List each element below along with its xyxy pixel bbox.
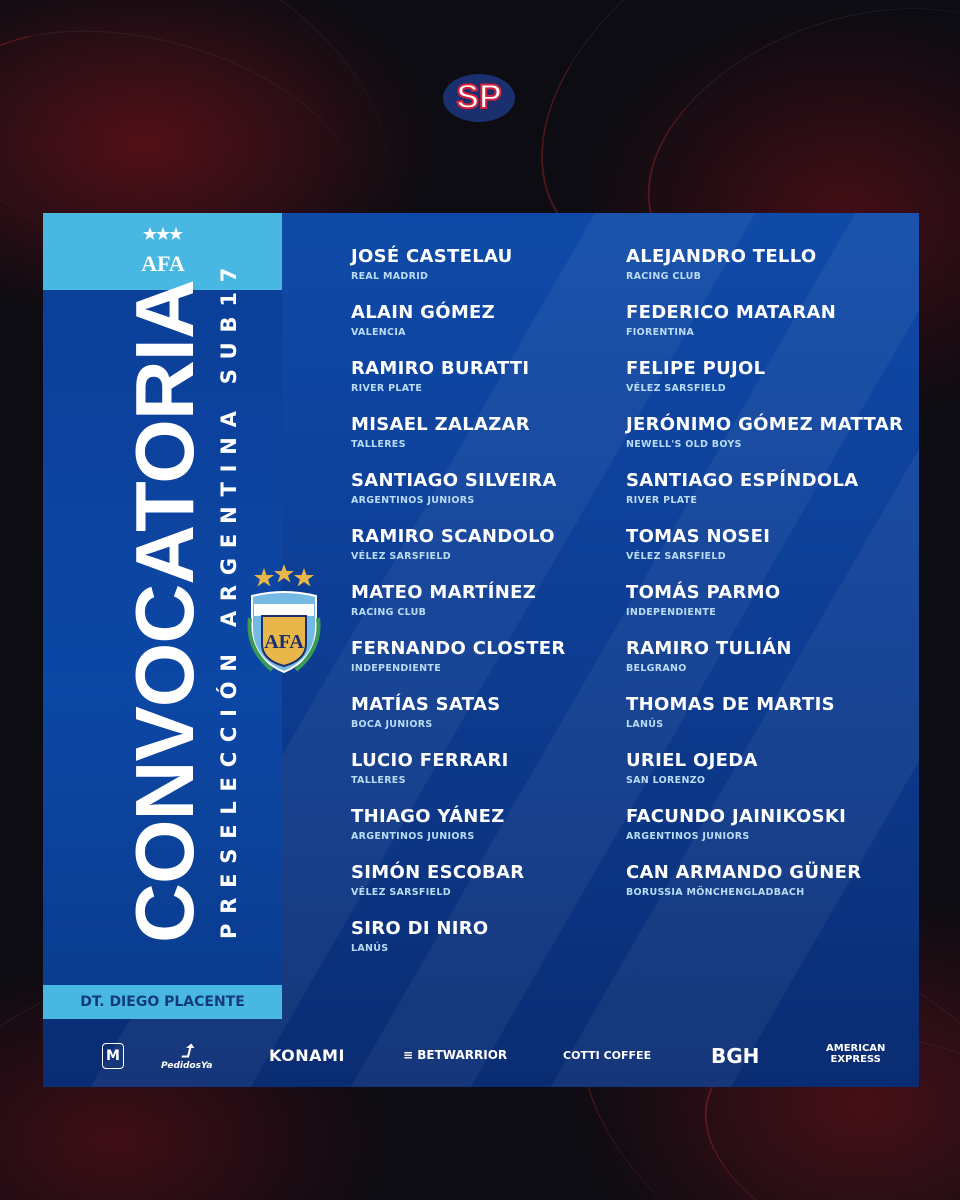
convocatoria-card: [43, 213, 919, 1087]
player-club: VÉLEZ SARSFIELD: [626, 551, 726, 562]
title-convocatoria: CONVOCATORIA: [118, 280, 211, 943]
player-club: BORUSSIA MÖNCHENGLADBACH: [626, 887, 805, 898]
player-club: ARGENTINOS JUNIORS: [626, 831, 750, 842]
player-name: SANTIAGO ESPÍNDOLA: [626, 470, 859, 491]
player-club: SAN LORENZO: [626, 775, 706, 786]
player-club: VÉLEZ SARSFIELD: [351, 887, 451, 898]
player-name: RAMIRO BURATTI: [351, 358, 530, 379]
player-name: MATÍAS SATAS: [351, 694, 501, 715]
player-club: TALLERES: [351, 775, 406, 786]
svg-text:AFA: AFA: [141, 251, 185, 276]
roster-column-left: [351, 245, 566, 973]
player-entry: [351, 637, 566, 693]
player-club: RACING CLUB: [351, 607, 427, 618]
vertical-title: [118, 257, 241, 943]
player-club: INDEPENDIENTE: [626, 607, 716, 618]
player-entry: [351, 693, 566, 749]
player-entry: [626, 525, 903, 581]
pedidosya-logo: ⮥ PedidosYa: [161, 1041, 213, 1071]
player-entry: [626, 749, 903, 805]
coach-label: DT. DIEGO PLACENTE: [43, 985, 282, 1019]
player-club: TALLERES: [351, 439, 406, 450]
pedidosya-text: PedidosYa: [161, 1061, 213, 1071]
bgh-logo: BGH: [711, 1044, 760, 1068]
player-name: JOSÉ CASTELAU: [351, 246, 513, 267]
betwarrior-icon: ≡: [403, 1048, 414, 1062]
player-name: MATEO MARTÍNEZ: [351, 582, 537, 603]
player-entry: [626, 413, 903, 469]
player-club: LANÚS: [626, 719, 664, 730]
player-club: RIVER PLATE: [351, 383, 423, 394]
player-entry: [351, 413, 566, 469]
player-name: ALAIN GÓMEZ: [351, 302, 495, 323]
konami-logo: KONAMI: [269, 1046, 345, 1065]
player-club: REAL MADRID: [351, 271, 429, 282]
player-club: RACING CLUB: [626, 271, 702, 282]
player-name: RAMIRO SCANDOLO: [351, 526, 555, 547]
player-name: SIRO DI NIRO: [351, 918, 489, 939]
betwarrior-text: BETWARRIOR: [417, 1048, 508, 1062]
svg-text:AFA: AFA: [264, 631, 304, 653]
betwarrior-logo: [403, 1048, 507, 1062]
amex-logo: [826, 1043, 885, 1065]
player-entry: [626, 805, 903, 861]
player-club: FIORENTINA: [626, 327, 695, 338]
player-name: SIMÓN ESCOBAR: [351, 862, 525, 883]
mcdonalds-logo: M: [102, 1043, 124, 1069]
player-name: ALEJANDRO TELLO: [626, 246, 817, 267]
player-club: NEWELL'S OLD BOYS: [626, 439, 742, 450]
player-club: BOCA JUNIORS: [351, 719, 433, 730]
roster-column-right: [626, 245, 903, 917]
player-club: VALENCIA: [351, 327, 406, 338]
player-name: FEDERICO MATARAN: [626, 302, 837, 323]
sponsor-bar: [43, 1019, 919, 1087]
player-entry: [626, 637, 903, 693]
player-club: LANÚS: [351, 943, 389, 954]
player-entry: [626, 469, 903, 525]
player-club: BELGRANO: [626, 663, 687, 674]
player-entry: [351, 805, 566, 861]
amex-line1: AMERICAN: [826, 1043, 886, 1054]
player-name: TOMAS NOSEI: [626, 526, 771, 547]
player-name: TOMÁS PARMO: [626, 582, 781, 603]
player-club: RIVER PLATE: [626, 495, 698, 506]
amex-line2: EXPRESS: [830, 1054, 881, 1065]
cotti-coffee-logo: COTTI COFFEE: [563, 1049, 652, 1062]
player-entry: [351, 357, 566, 413]
player-name: THOMAS DE MARTIS: [626, 694, 835, 715]
player-name: FACUNDO JAINIKOSKI: [626, 806, 847, 827]
player-entry: [626, 693, 903, 749]
player-name: MISAEL ZALAZAR: [351, 414, 530, 435]
subtitle-preseleccion: PRESELECCIÓN ARGENTINA SUB17: [217, 257, 241, 939]
player-entry: [626, 581, 903, 637]
player-club: VÉLEZ SARSFIELD: [626, 383, 726, 394]
player-name: URIEL OJEDA: [626, 750, 758, 771]
player-name: FELIPE PUJOL: [626, 358, 766, 379]
player-entry: [351, 301, 566, 357]
player-entry: [351, 749, 566, 805]
svg-text:SP: SP: [456, 78, 502, 116]
player-entry: [351, 917, 566, 973]
player-entry: [626, 301, 903, 357]
player-entry: [351, 525, 566, 581]
player-name: CAN ARMANDO GÜNER: [626, 862, 862, 883]
player-entry: [351, 245, 566, 301]
player-name: FERNANDO CLOSTER: [351, 638, 566, 659]
player-name: LUCIO FERRARI: [351, 750, 509, 771]
player-entry: [626, 357, 903, 413]
player-entry: [626, 245, 903, 301]
player-name: JERÓNIMO GÓMEZ MATTAR: [626, 414, 904, 435]
player-club: ARGENTINOS JUNIORS: [351, 495, 475, 506]
afa-crest-icon: [242, 558, 326, 678]
player-entry: [626, 861, 903, 917]
player-name: RAMIRO TULIÁN: [626, 638, 792, 659]
player-entry: [351, 469, 566, 525]
player-club: ARGENTINOS JUNIORS: [351, 831, 475, 842]
player-entry: [351, 861, 566, 917]
player-name: SANTIAGO SILVEIRA: [351, 470, 557, 491]
player-entry: [351, 581, 566, 637]
player-club: INDEPENDIENTE: [351, 663, 441, 674]
sp-brand-logo: [441, 68, 517, 124]
player-club: VÉLEZ SARSFIELD: [351, 551, 451, 562]
player-name: THIAGO YÁNEZ: [351, 806, 505, 827]
